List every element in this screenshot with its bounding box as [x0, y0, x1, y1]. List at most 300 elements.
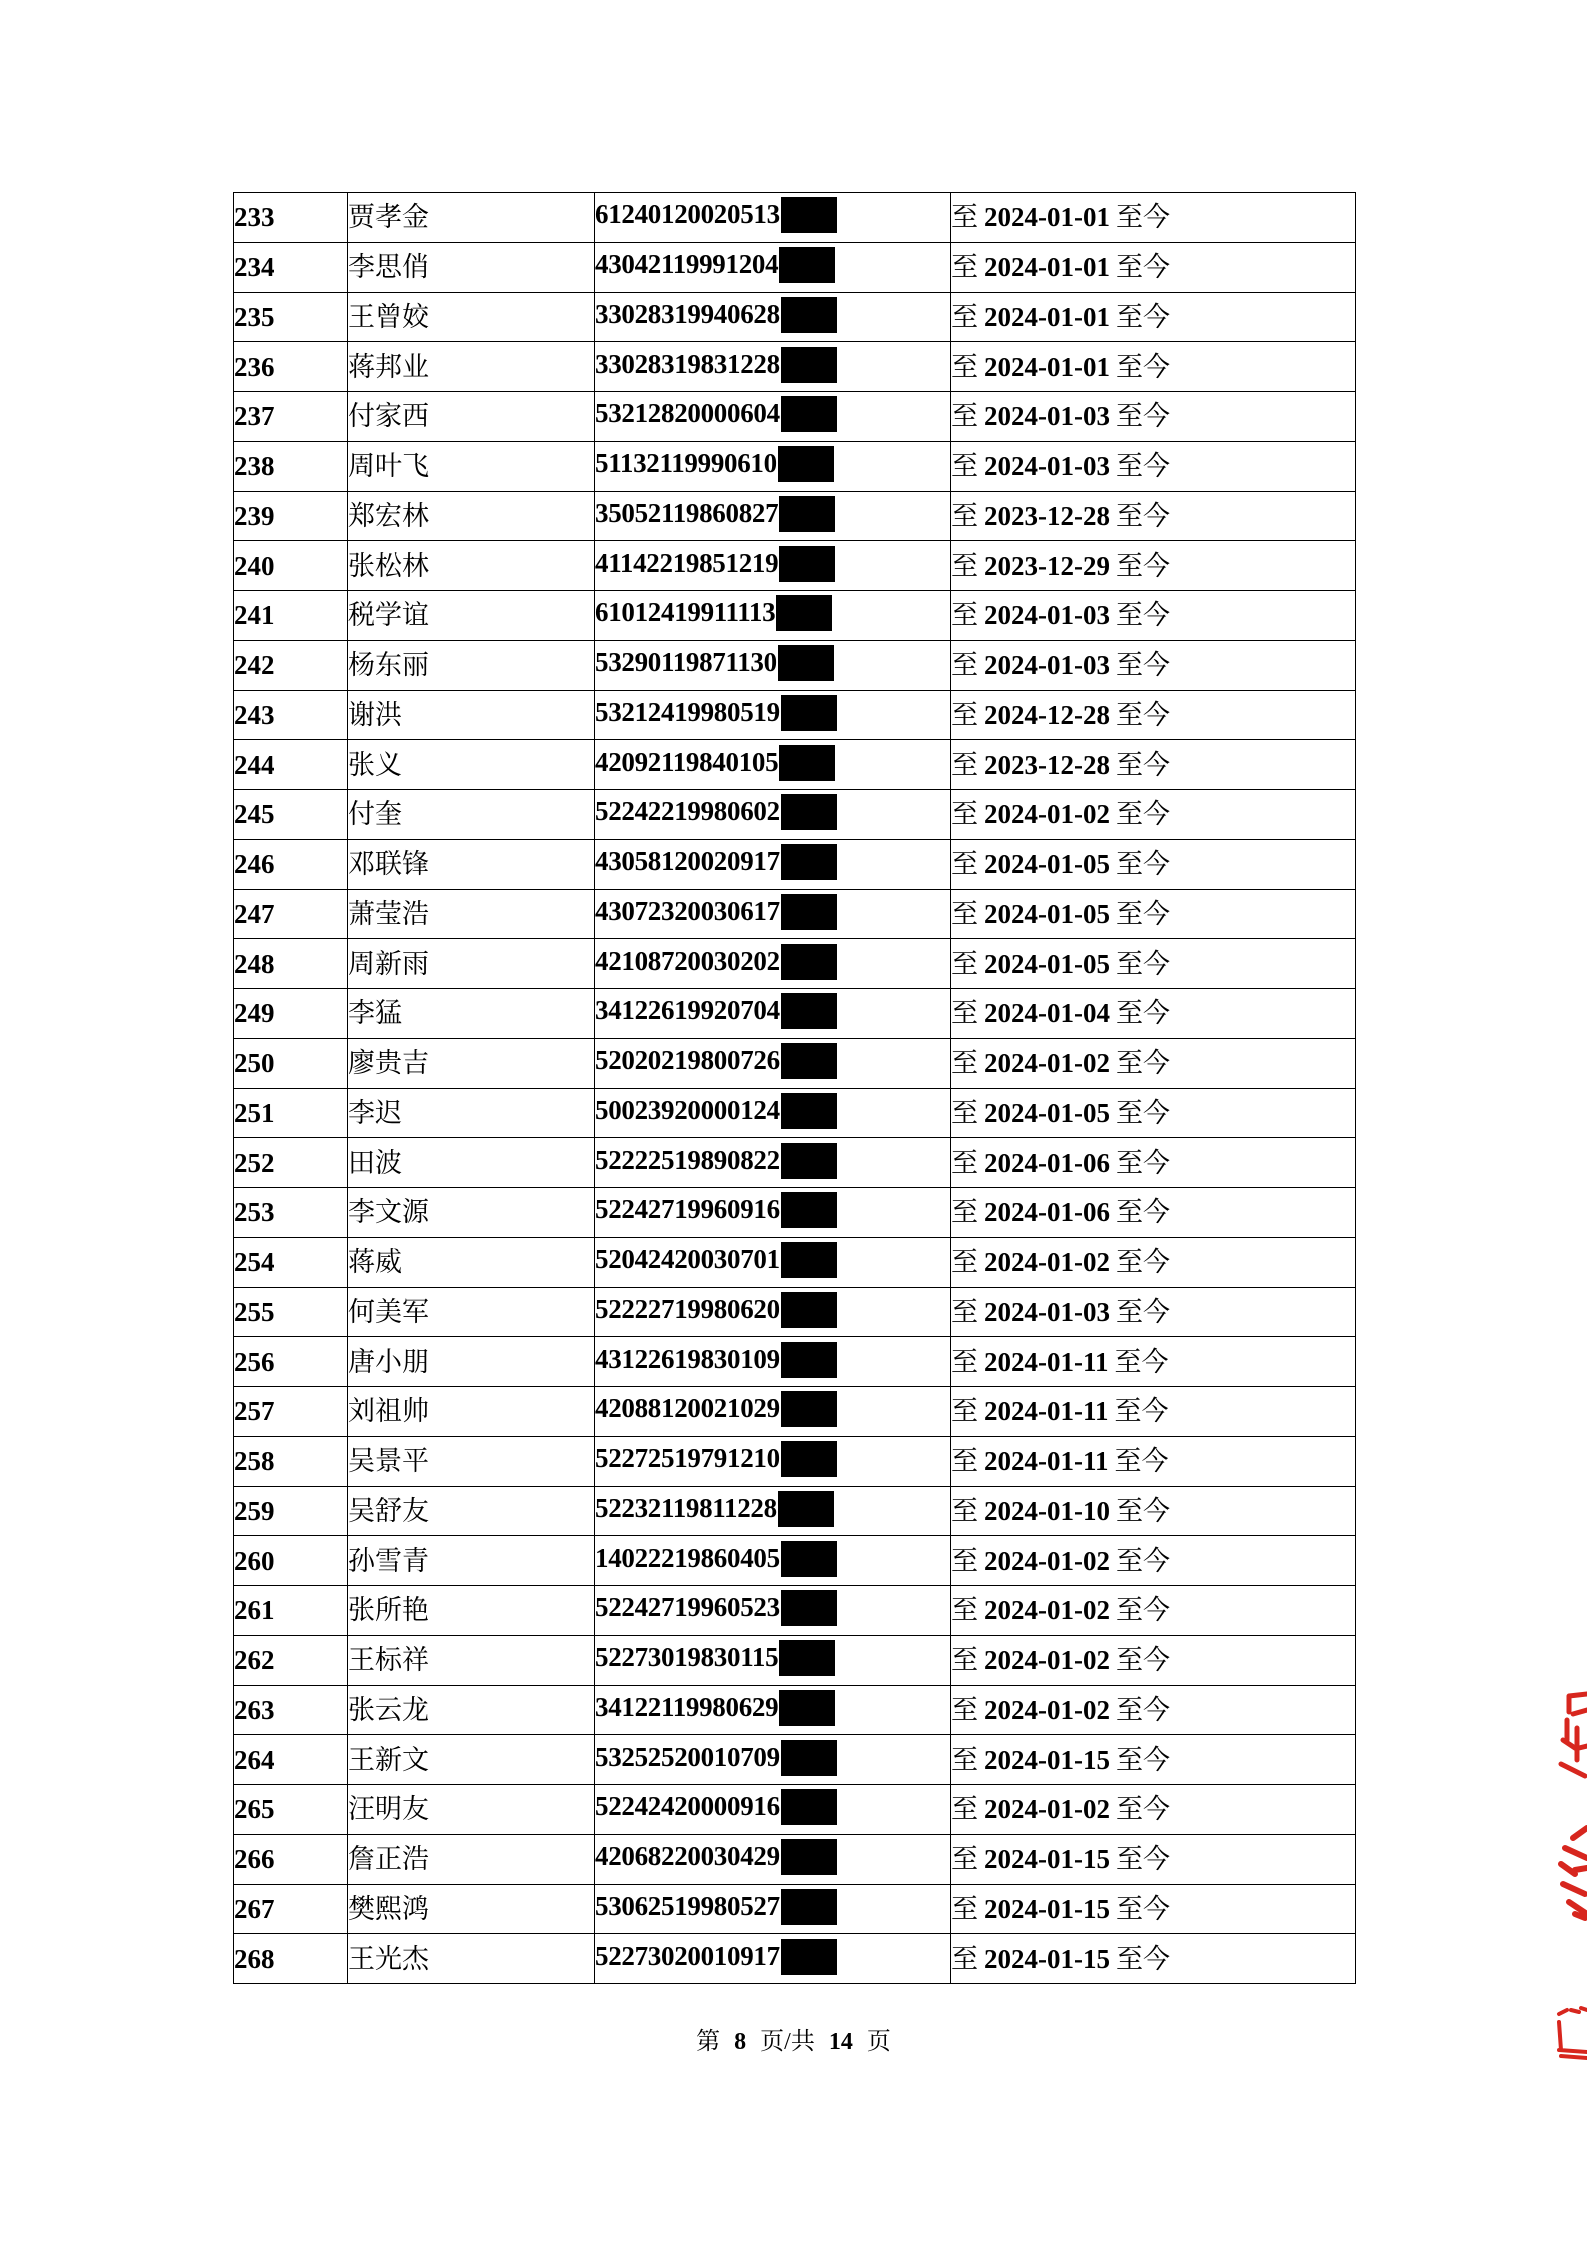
- period-prefix: 至: [951, 600, 978, 631]
- row-number: 268: [234, 1934, 348, 1984]
- table-row: [234, 1884, 1356, 1934]
- table-row: [234, 1436, 1356, 1486]
- period-suffix: 至今: [1115, 252, 1170, 283]
- person-name: 周叶飞: [348, 441, 595, 491]
- period-prefix: 至: [951, 898, 978, 929]
- current-page-number: 8: [734, 2029, 747, 2055]
- period-start-date: 2024-01-05: [984, 849, 1110, 880]
- period-prefix: 至: [951, 1645, 978, 1676]
- table-row: [234, 790, 1356, 840]
- id-number-cell: [595, 1735, 951, 1785]
- table-row: [234, 193, 1356, 243]
- row-number: 261: [234, 1586, 348, 1636]
- period-start-date: 2024-01-06: [984, 1147, 1110, 1178]
- id-number-cell: [595, 690, 951, 740]
- redaction-box: [779, 546, 835, 582]
- id-number-visible-part: 61240120020513: [595, 199, 780, 230]
- stamp-fragment-bottom: [1559, 2008, 1587, 2058]
- table-row: [234, 1337, 1356, 1387]
- row-number: 243: [234, 690, 348, 740]
- period-suffix: 至今: [1115, 699, 1170, 730]
- period-suffix: 至今: [1115, 799, 1170, 830]
- period-suffix: 至今: [1115, 1645, 1170, 1676]
- employment-period: [951, 1934, 1356, 1984]
- id-number-cell: [595, 1287, 951, 1337]
- id-number-visible-part: 52232119811228: [595, 1493, 777, 1524]
- period-prefix: 至: [951, 252, 978, 283]
- id-number-cell: [595, 1436, 951, 1486]
- id-number-visible-part: 51132119990610: [595, 448, 777, 479]
- table-row: [234, 1188, 1356, 1238]
- period-suffix: 至今: [1115, 1943, 1170, 1974]
- period-start-date: 2023-12-28: [984, 749, 1110, 780]
- id-number-cell: [595, 839, 951, 889]
- person-name: 李迟: [348, 1088, 595, 1138]
- table-row: [234, 342, 1356, 392]
- id-number-visible-part: 42068220030429: [595, 1841, 780, 1872]
- person-name: 张义: [348, 740, 595, 790]
- id-number-cell: [595, 1536, 951, 1586]
- redaction-box: [781, 297, 837, 333]
- id-number-cell: [595, 1834, 951, 1884]
- table-row: [234, 1685, 1356, 1735]
- period-start-date: 2024-01-05: [984, 948, 1110, 979]
- employment-period: [951, 989, 1356, 1039]
- id-number-visible-part: 52242719960523: [595, 1592, 780, 1623]
- row-number: 263: [234, 1685, 348, 1735]
- id-number-cell: [595, 1237, 951, 1287]
- person-name: 张云龙: [348, 1685, 595, 1735]
- id-number-cell: [595, 939, 951, 989]
- id-number-cell: [595, 1586, 951, 1636]
- period-suffix: 至今: [1114, 1446, 1169, 1477]
- period-suffix: 至今: [1115, 1744, 1170, 1775]
- id-number-visible-part: 33028319831228: [595, 348, 780, 379]
- table-row: [234, 242, 1356, 292]
- id-number-cell: [595, 292, 951, 342]
- period-suffix: 至今: [1115, 1595, 1170, 1626]
- redaction-box: [779, 745, 835, 781]
- redaction-box: [781, 1740, 837, 1776]
- period-suffix: 至今: [1115, 550, 1170, 581]
- id-number-visible-part: 53252520010709: [595, 1741, 780, 1772]
- period-suffix: 至今: [1115, 1545, 1170, 1576]
- period-start-date: 2024-01-15: [984, 1844, 1110, 1875]
- period-suffix: 至今: [1115, 500, 1170, 531]
- employment-period: [951, 640, 1356, 690]
- table-row: [234, 1586, 1356, 1636]
- redaction-box: [781, 1789, 837, 1825]
- employment-period: [951, 1138, 1356, 1188]
- id-number-visible-part: 52020219800726: [595, 1045, 780, 1076]
- person-name: 邓联锋: [348, 839, 595, 889]
- id-number-visible-part: 52042420030701: [595, 1244, 780, 1275]
- table-row: [234, 1635, 1356, 1685]
- id-number-cell: [595, 242, 951, 292]
- person-name: 吴景平: [348, 1436, 595, 1486]
- table-row: [234, 1785, 1356, 1835]
- period-prefix: 至: [951, 401, 978, 432]
- employment-period: [951, 1785, 1356, 1835]
- period-prefix: 至: [951, 1794, 978, 1825]
- table-row: [234, 591, 1356, 641]
- redaction-box: [781, 197, 837, 233]
- id-number-visible-part: 43042119991204: [595, 249, 779, 280]
- period-suffix: 至今: [1115, 1495, 1170, 1526]
- person-name: 詹正浩: [348, 1834, 595, 1884]
- person-name: 王新文: [348, 1735, 595, 1785]
- employment-period: [951, 242, 1356, 292]
- redaction-box: [779, 247, 835, 283]
- person-name: 蒋邦业: [348, 342, 595, 392]
- id-number-visible-part: 52242719960916: [595, 1194, 780, 1225]
- employment-period: [951, 541, 1356, 591]
- employment-period: [951, 1387, 1356, 1437]
- person-name: 贾孝金: [348, 193, 595, 243]
- period-suffix: 至今: [1115, 1147, 1170, 1178]
- employment-period: [951, 1436, 1356, 1486]
- period-start-date: 2024-01-05: [984, 898, 1110, 929]
- period-start-date: 2024-01-02: [984, 1794, 1110, 1825]
- page-footer: [0, 2025, 1587, 2059]
- table-row: [234, 690, 1356, 740]
- period-prefix: 至: [951, 948, 978, 979]
- personnel-table: [233, 192, 1356, 1984]
- footer-middle: 页/共: [760, 2029, 815, 2055]
- person-name: 樊熙鸿: [348, 1884, 595, 1934]
- employment-period: [951, 790, 1356, 840]
- employment-period: [951, 1188, 1356, 1238]
- id-number-visible-part: 52222719980620: [595, 1294, 780, 1325]
- id-number-cell: [595, 1038, 951, 1088]
- employment-period: [951, 1586, 1356, 1636]
- employment-period: [951, 1088, 1356, 1138]
- row-number: 264: [234, 1735, 348, 1785]
- id-number-cell: [595, 1337, 951, 1387]
- person-name: 张所艳: [348, 1586, 595, 1636]
- id-number-cell: [595, 1785, 951, 1835]
- employment-period: [951, 1834, 1356, 1884]
- id-number-visible-part: 34122619920704: [595, 995, 780, 1026]
- row-number: 239: [234, 491, 348, 541]
- redaction-box: [779, 1640, 835, 1676]
- table-row: [234, 1834, 1356, 1884]
- table-row: [234, 640, 1356, 690]
- id-number-visible-part: 33028319940628: [595, 299, 780, 330]
- id-number-visible-part: 34122119980629: [595, 1692, 779, 1723]
- row-number: 258: [234, 1436, 348, 1486]
- period-start-date: 2024-01-02: [984, 1645, 1110, 1676]
- table-row: [234, 839, 1356, 889]
- period-prefix: 至: [951, 699, 978, 730]
- id-number-visible-part: 52273020010917: [595, 1940, 780, 1971]
- employment-period: [951, 342, 1356, 392]
- period-start-date: 2024-01-11: [984, 1446, 1109, 1477]
- id-number-cell: [595, 441, 951, 491]
- row-number: 235: [234, 292, 348, 342]
- table-row: [234, 1088, 1356, 1138]
- person-name: 谢洪: [348, 690, 595, 740]
- period-suffix: 至今: [1115, 1794, 1170, 1825]
- row-number: 246: [234, 839, 348, 889]
- period-suffix: 至今: [1115, 948, 1170, 979]
- id-number-visible-part: 43058120020917: [595, 846, 780, 877]
- person-name: 田波: [348, 1138, 595, 1188]
- period-prefix: 至: [951, 202, 978, 233]
- id-number-visible-part: 53290119871130: [595, 647, 777, 678]
- period-prefix: 至: [951, 1744, 978, 1775]
- redaction-box: [779, 496, 835, 532]
- table-row: [234, 1138, 1356, 1188]
- period-start-date: 2024-01-02: [984, 1247, 1110, 1278]
- id-number-visible-part: 53062519980527: [595, 1891, 780, 1922]
- employment-period: [951, 1486, 1356, 1536]
- period-prefix: 至: [951, 1396, 978, 1427]
- person-name: 周新雨: [348, 939, 595, 989]
- redaction-box: [781, 1242, 837, 1278]
- period-prefix: 至: [951, 749, 978, 780]
- id-number-cell: [595, 989, 951, 1039]
- id-number-cell: [595, 193, 951, 243]
- redaction-box: [778, 645, 834, 681]
- period-start-date: 2024-01-02: [984, 1694, 1110, 1725]
- period-prefix: 至: [951, 451, 978, 482]
- employment-period: [951, 1536, 1356, 1586]
- period-suffix: 至今: [1115, 650, 1170, 681]
- id-number-cell: [595, 541, 951, 591]
- person-name: 刘祖帅: [348, 1387, 595, 1437]
- period-start-date: 2024-01-01: [984, 301, 1110, 332]
- employment-period: [951, 1635, 1356, 1685]
- employment-period: [951, 441, 1356, 491]
- id-number-visible-part: 41142219851219: [595, 547, 779, 578]
- period-start-date: 2024-01-10: [984, 1495, 1110, 1526]
- period-start-date: 2024-01-02: [984, 799, 1110, 830]
- id-number-visible-part: 53212820000604: [595, 398, 780, 429]
- person-name: 李思俏: [348, 242, 595, 292]
- person-name: 张松林: [348, 541, 595, 591]
- table-row: [234, 392, 1356, 442]
- table-row: [234, 1735, 1356, 1785]
- employment-period: [951, 1685, 1356, 1735]
- red-seal-stamp-fragment: [1555, 1688, 1587, 2068]
- employment-period: [951, 1287, 1356, 1337]
- period-start-date: 2024-01-04: [984, 998, 1110, 1029]
- row-number: 252: [234, 1138, 348, 1188]
- period-suffix: 至今: [1115, 1296, 1170, 1327]
- id-number-cell: [595, 1685, 951, 1735]
- redaction-box: [781, 1342, 837, 1378]
- row-number: 236: [234, 342, 348, 392]
- table-row: [234, 939, 1356, 989]
- redaction-box: [781, 1043, 837, 1079]
- period-start-date: 2024-01-02: [984, 1545, 1110, 1576]
- employment-period: [951, 1038, 1356, 1088]
- period-prefix: 至: [951, 1495, 978, 1526]
- table-row: [234, 889, 1356, 939]
- period-prefix: 至: [951, 1048, 978, 1079]
- period-start-date: 2024-01-06: [984, 1197, 1110, 1228]
- period-start-date: 2024-01-03: [984, 451, 1110, 482]
- footer-suffix: 页: [866, 2029, 891, 2055]
- period-prefix: 至: [951, 550, 978, 581]
- table-row: [234, 491, 1356, 541]
- person-name: 唐小朋: [348, 1337, 595, 1387]
- footer-prefix: 第: [696, 2029, 721, 2055]
- employment-period: [951, 740, 1356, 790]
- employment-period: [951, 1237, 1356, 1287]
- row-number: 255: [234, 1287, 348, 1337]
- period-suffix: 至今: [1114, 1396, 1169, 1427]
- period-prefix: 至: [951, 1147, 978, 1178]
- table-row: [234, 1237, 1356, 1287]
- id-number-cell: [595, 1884, 951, 1934]
- person-name: 郑宏林: [348, 491, 595, 541]
- id-number-visible-part: 43072320030617: [595, 896, 780, 927]
- id-number-cell: [595, 889, 951, 939]
- table-row: [234, 1287, 1356, 1337]
- person-name: 杨东丽: [348, 640, 595, 690]
- row-number: 237: [234, 392, 348, 442]
- period-start-date: 2024-01-02: [984, 1048, 1110, 1079]
- period-suffix: 至今: [1115, 1197, 1170, 1228]
- period-suffix: 至今: [1115, 1097, 1170, 1128]
- person-name: 萧莹浩: [348, 889, 595, 939]
- period-suffix: 至今: [1115, 1048, 1170, 1079]
- period-prefix: 至: [951, 1346, 978, 1377]
- row-number: 249: [234, 989, 348, 1039]
- period-prefix: 至: [951, 1296, 978, 1327]
- redaction-box: [781, 1192, 837, 1228]
- period-suffix: 至今: [1115, 1694, 1170, 1725]
- id-number-visible-part: 35052119860827: [595, 498, 779, 529]
- period-suffix: 至今: [1115, 898, 1170, 929]
- period-start-date: 2024-01-05: [984, 1097, 1110, 1128]
- period-prefix: 至: [951, 500, 978, 531]
- period-prefix: 至: [951, 1545, 978, 1576]
- table-row: [234, 541, 1356, 591]
- row-number: 266: [234, 1834, 348, 1884]
- period-prefix: 至: [951, 849, 978, 880]
- person-name: 孙雪青: [348, 1536, 595, 1586]
- period-start-date: 2024-01-11: [984, 1396, 1109, 1427]
- period-start-date: 2024-01-15: [984, 1744, 1110, 1775]
- period-suffix: 至今: [1114, 1346, 1169, 1377]
- employment-period: [951, 392, 1356, 442]
- id-number-visible-part: 52273019830115: [595, 1642, 779, 1673]
- redaction-box: [781, 695, 837, 731]
- period-prefix: 至: [951, 1595, 978, 1626]
- row-number: 240: [234, 541, 348, 591]
- redaction-box: [776, 595, 832, 631]
- id-number-visible-part: 52272519791210: [595, 1443, 780, 1474]
- person-name: 王曾姣: [348, 292, 595, 342]
- employment-period: [951, 491, 1356, 541]
- period-prefix: 至: [951, 301, 978, 332]
- redaction-box: [781, 1839, 837, 1875]
- period-start-date: 2024-01-01: [984, 202, 1110, 233]
- period-suffix: 至今: [1115, 749, 1170, 780]
- id-number-cell: [595, 740, 951, 790]
- period-prefix: 至: [951, 1097, 978, 1128]
- period-start-date: 2024-01-03: [984, 600, 1110, 631]
- redaction-box: [781, 1939, 837, 1975]
- redaction-box: [781, 1441, 837, 1477]
- redaction-box: [781, 894, 837, 930]
- id-number-cell: [595, 1188, 951, 1238]
- row-number: 244: [234, 740, 348, 790]
- period-start-date: 2024-01-15: [984, 1943, 1110, 1974]
- id-number-cell: [595, 1934, 951, 1984]
- redaction-box: [781, 396, 837, 432]
- period-prefix: 至: [951, 1446, 978, 1477]
- period-prefix: 至: [951, 351, 978, 382]
- period-start-date: 2024-12-28: [984, 699, 1110, 730]
- period-prefix: 至: [951, 1247, 978, 1278]
- person-name: 王光杰: [348, 1934, 595, 1984]
- row-number: 265: [234, 1785, 348, 1835]
- period-suffix: 至今: [1115, 600, 1170, 631]
- id-number-visible-part: 42088120021029: [595, 1393, 780, 1424]
- employment-period: [951, 193, 1356, 243]
- redaction-box: [781, 1292, 837, 1328]
- redaction-box: [781, 1541, 837, 1577]
- table-row: [234, 1536, 1356, 1586]
- redaction-box: [778, 446, 834, 482]
- id-number-visible-part: 14022219860405: [595, 1542, 780, 1573]
- row-number: 248: [234, 939, 348, 989]
- employment-period: [951, 1337, 1356, 1387]
- period-suffix: 至今: [1115, 401, 1170, 432]
- id-number-visible-part: 42092119840105: [595, 746, 779, 777]
- period-prefix: 至: [951, 1844, 978, 1875]
- redaction-box: [781, 1590, 837, 1626]
- id-number-visible-part: 52242420000916: [595, 1791, 780, 1822]
- redaction-box: [781, 944, 837, 980]
- row-number: 257: [234, 1387, 348, 1437]
- row-number: 253: [234, 1188, 348, 1238]
- table-row: [234, 740, 1356, 790]
- redaction-box: [781, 844, 837, 880]
- employment-period: [951, 939, 1356, 989]
- row-number: 251: [234, 1088, 348, 1138]
- row-number: 256: [234, 1337, 348, 1387]
- row-number: 250: [234, 1038, 348, 1088]
- period-prefix: 至: [951, 1893, 978, 1924]
- period-suffix: 至今: [1115, 351, 1170, 382]
- id-number-cell: [595, 1635, 951, 1685]
- period-start-date: 2024-01-01: [984, 252, 1110, 283]
- row-number: 245: [234, 790, 348, 840]
- person-name: 汪明友: [348, 1785, 595, 1835]
- redaction-box: [779, 1690, 835, 1726]
- period-suffix: 至今: [1115, 202, 1170, 233]
- period-suffix: 至今: [1115, 1247, 1170, 1278]
- person-name: 吴舒友: [348, 1486, 595, 1536]
- person-name: 蒋威: [348, 1237, 595, 1287]
- period-prefix: 至: [951, 799, 978, 830]
- id-number-visible-part: 52242219980602: [595, 796, 780, 827]
- period-suffix: 至今: [1115, 849, 1170, 880]
- redaction-box: [781, 794, 837, 830]
- id-number-cell: [595, 1088, 951, 1138]
- row-number: 247: [234, 889, 348, 939]
- employment-period: [951, 1884, 1356, 1934]
- id-number-cell: [595, 491, 951, 541]
- person-name: 何美军: [348, 1287, 595, 1337]
- id-number-cell: [595, 392, 951, 442]
- id-number-cell: [595, 1387, 951, 1437]
